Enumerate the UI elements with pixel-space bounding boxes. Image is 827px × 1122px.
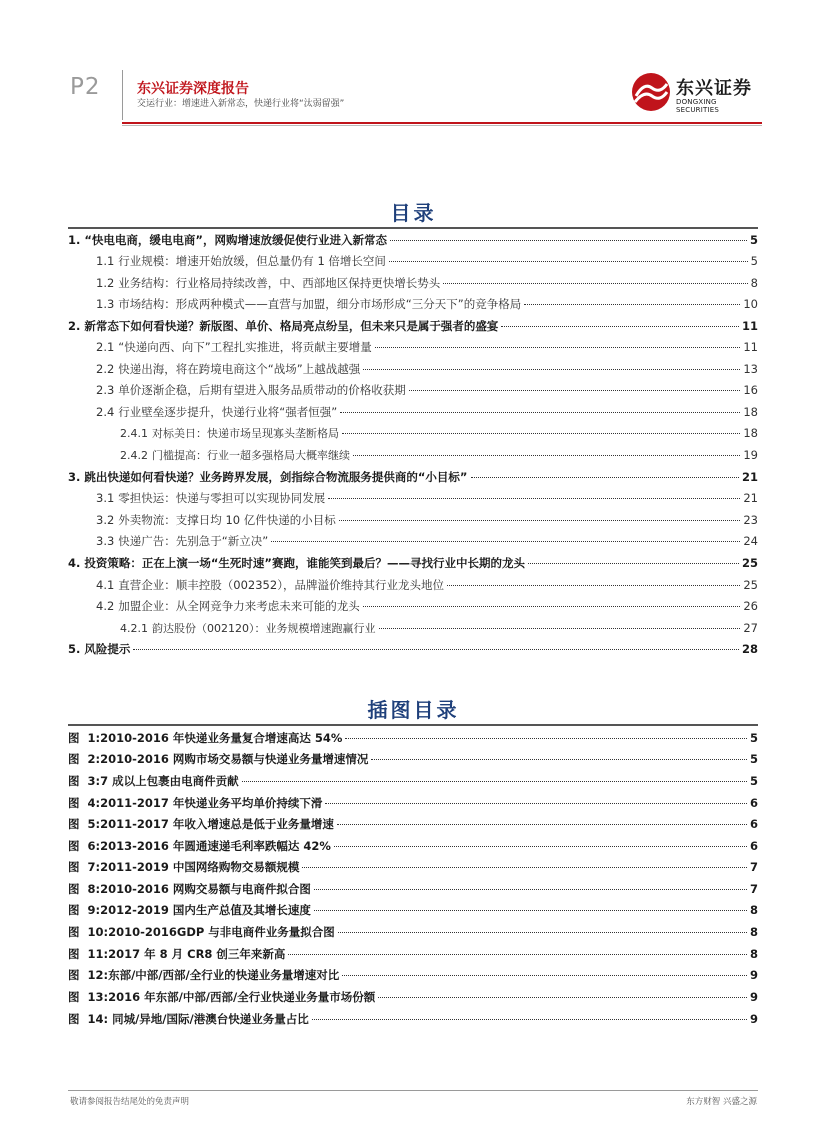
figure-entry[interactable]: 图 5:2011-2017 年收入增速总是低于业务量增速 6 <box>68 817 758 831</box>
toc-entry[interactable]: 2.4.2 门槛提高：行业一超多强格局大概率继续 19 <box>120 448 758 462</box>
logo-text-en: DONGXING SECURITIES <box>676 98 720 114</box>
toc-entry[interactable]: 3.1 零担快运：快递与零担可以实现协同发展 21 <box>96 491 758 505</box>
figure-entry[interactable]: 图 2:2010-2016 网购市场交易额与快递业务量增速情况 5 <box>68 752 758 766</box>
figure-entry[interactable]: 图 14: 同城/异地/国际/港澳台快递业务量占比 9 <box>68 1012 758 1026</box>
toc-entry[interactable]: 1.3 市场结构：形成两种模式——直营与加盟，细分市场形成“三分天下”的竞争格局 10 <box>96 297 758 311</box>
page-number: P2 <box>70 74 101 100</box>
figure-entry[interactable]: 图 13:2016 年东部/中部/西部/全行业快递业务量市场份额 9 <box>68 990 758 1004</box>
report-title: 东兴证券深度报告 <box>137 81 249 97</box>
toc-entry[interactable]: 4.2.1 韵达股份（002120）：业务规模增速跑赢行业 27 <box>120 621 758 635</box>
toc-entry[interactable]: 1. “快电电商，缓电电商”，网购增速放缓促使行业进入新常态 5 <box>68 233 758 247</box>
figure-entry[interactable]: 图 11:2017 年 8 月 CR8 创三年来新高 8 <box>68 947 758 961</box>
toc-rule <box>68 227 758 229</box>
toc-entry[interactable]: 4.1 直营企业：顺丰控股（002352），品牌溢价维持其行业龙头地位 25 <box>96 578 758 592</box>
toc-entry[interactable]: 2. 新常态下如何看快递？新版图、单价、格局亮点纷呈，但未来只是属于强者的盛宴 11 <box>68 319 758 333</box>
dongxing-logo-icon <box>630 72 672 112</box>
toc-entry[interactable]: 4.2 加盟企业：从全网竞争力来考虑未来可能的龙头 26 <box>96 599 758 613</box>
toc-entry[interactable]: 2.1 “快递向西、向下”工程扎实推进，将贡献主要增量 11 <box>96 340 758 354</box>
figure-entry[interactable]: 图 12:东部/中部/西部/全行业的快递业务量增速对比 9 <box>68 968 758 982</box>
toc-entry[interactable]: 5. 风险提示 28 <box>68 642 758 656</box>
figure-entry[interactable]: 图 3:7 成以上包裹由电商件贡献 5 <box>68 774 758 788</box>
toc-entry[interactable]: 2.4 行业壁垒逐步提升，快递行业将“强者恒强” 18 <box>96 405 758 419</box>
toc-entry[interactable]: 1.2 业务结构：行业格局持续改善，中、西部地区保持更快增长势头 8 <box>96 276 758 290</box>
toc-title: 目录 <box>390 201 437 225</box>
figure-entry[interactable]: 图 4:2011-2017 年快递业务平均单价持续下滑 6 <box>68 796 758 810</box>
figures-title: 插图目录 <box>367 698 460 722</box>
figure-entry[interactable]: 图 6:2013-2016 年圆通速递毛利率跌幅达 42% 6 <box>68 839 758 853</box>
footer-slogan: 东方财智 兴盛之源 <box>686 1097 757 1107</box>
footer-rule <box>68 1090 758 1091</box>
report-subtitle: 交运行业：增速进入新常态，快递行业将“汰弱留强” <box>137 99 345 109</box>
page-header <box>0 0 827 130</box>
footer-disclaimer: 敬请参阅报告结尾处的免责声明 <box>70 1097 190 1107</box>
logo-text: 东兴证券 <box>676 78 752 99</box>
toc-entry[interactable]: 3.3 快递广告：先别急于“新立决” 24 <box>96 534 758 548</box>
toc-entry[interactable]: 2.3 单价逐渐企稳，后期有望进入服务品质带动的价格收获期 16 <box>96 383 758 397</box>
toc-entry[interactable]: 3.2 外卖物流：支撑日均 10 亿件快递的小目标 23 <box>96 513 758 527</box>
figure-entry[interactable]: 图 8:2010-2016 网购交易额与电商件拟合图 7 <box>68 882 758 896</box>
toc-entry[interactable]: 2.4.1 对标美日：快递市场呈现寡头垄断格局 18 <box>120 426 758 440</box>
figure-entry[interactable]: 图 7:2011-2019 中国网络购物交易额规模 7 <box>68 860 758 874</box>
toc-entry[interactable]: 3. 跳出快递如何看快递？业务跨界发展，剑指综合物流服务提供商的“小目标” 21 <box>68 470 758 484</box>
header-divider <box>122 70 123 120</box>
figure-entry[interactable]: 图 1:2010-2016 年快递业务量复合增速高达 54% 5 <box>68 731 758 745</box>
figure-entry[interactable]: 图 10:2010-2016GDP 与非电商件业务量拟合图 8 <box>68 925 758 939</box>
toc-entry[interactable]: 2.2 快递出海，将在跨境电商这个“战场”上越战越强 13 <box>96 362 758 376</box>
company-logo <box>630 72 760 112</box>
header-rule-secondary <box>122 125 762 126</box>
toc-entry[interactable]: 4. 投资策略：正在上演一场“生死时速”赛跑，谁能笑到最后？——寻找行业中长期的龙头 25 <box>68 556 758 570</box>
toc-entry[interactable]: 1.1 行业规模：增速开始放缓，但总量仍有 1 倍增长空间 5 <box>96 254 758 268</box>
header-rule <box>122 122 762 124</box>
figures-rule <box>68 724 758 726</box>
figure-entry[interactable]: 图 9:2012-2019 国内生产总值及其增长速度 8 <box>68 903 758 917</box>
